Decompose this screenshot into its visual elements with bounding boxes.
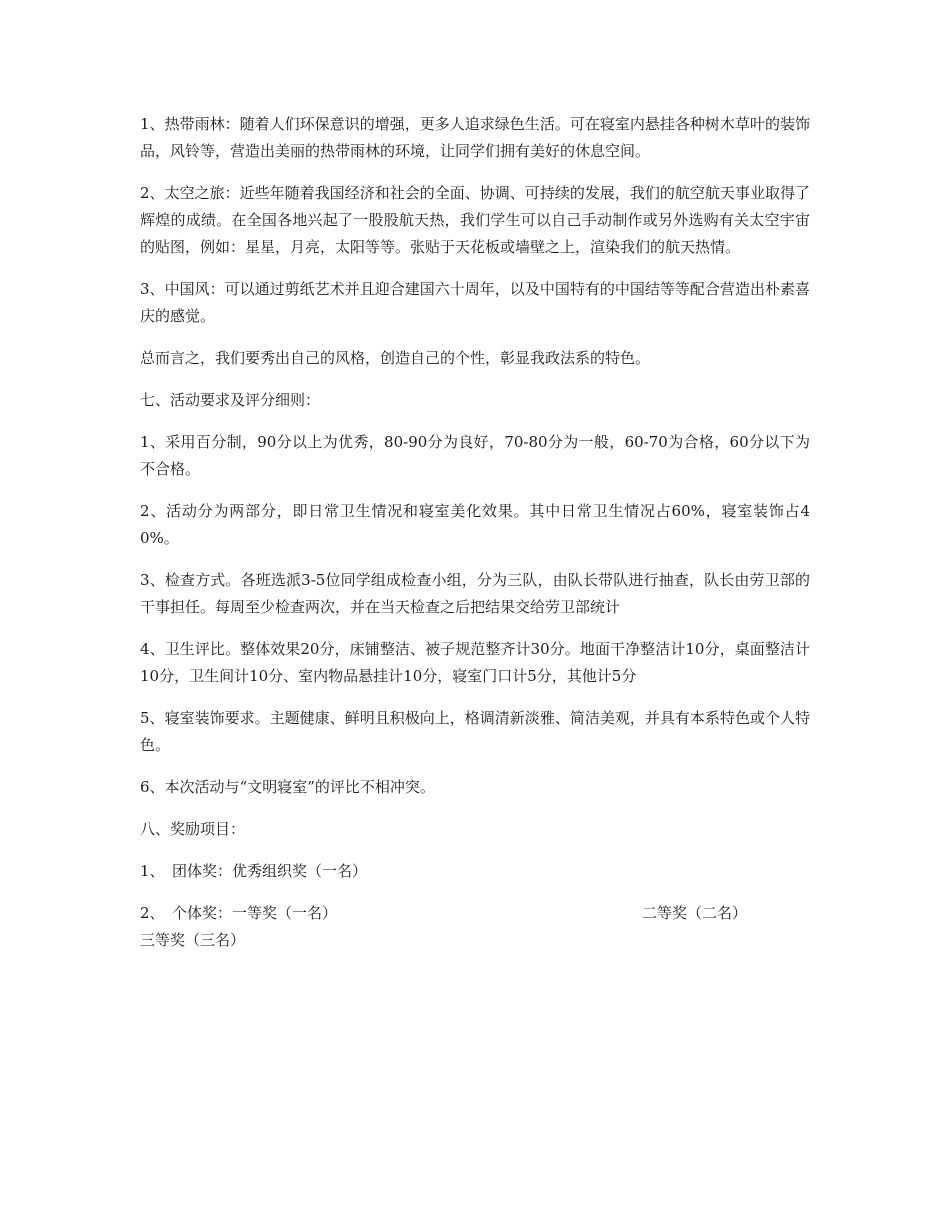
paragraph-inspection-method: 3、检查方式。各班选派3-5位同学组成检查小组，分为三队，由队长带队进行抽查，队长由劳卫部的干事担任。每周至少检查两次，并在当天检查之后把结果交给劳卫部统计	[140, 571, 810, 616]
section-heading-requirements: 七、活动要求及评分细则：	[140, 391, 321, 409]
paragraph-rainforest: 1、热带雨林：随着人们环保意识的增强，更多人追求绿色生活。可在寝室内悬挂各种树木草叶的装饰品，风铃等，营造出美丽的热带雨林的环境，让同学们拥有美好的休息空间。	[140, 115, 810, 160]
individual-award-second-prize: 二等奖（二名）	[642, 904, 748, 922]
paragraph-chinese-style: 3、中国风：可以通过剪纸艺术并且迎合建国六十周年，以及中国特有的中国结等等配合营造出朴素喜庆的感觉。	[140, 280, 810, 325]
paragraph-hygiene-scoring: 4、卫生评比。整体效果20分，床铺整洁、被子规范整齐计30分。地面干净整洁计10分，桌面整洁计10分，卫生间计10分、室内物品悬挂计10分，寝室门口计5分，其他计5分	[140, 640, 810, 685]
section-heading-awards: 八、奖励项目：	[140, 820, 246, 838]
individual-award-first-prize: 2、 个体奖：一等奖（一名）	[140, 904, 338, 922]
paragraph-activity-parts: 2、活动分为两部分，即日常卫生情况和寝室美化效果。其中日常卫生情况占60%，寝室装饰占40%。	[140, 502, 810, 547]
paragraph-no-conflict: 6、本次活动与“文明寝室”的评比不相冲突。	[140, 778, 435, 796]
paragraph-summary: 总而言之，我们要秀出自己的风格，创造自己的个性，彰显我政法系的特色。	[140, 349, 651, 367]
paragraph-team-award: 1、 团体奖：优秀组织奖（一名）	[140, 862, 368, 880]
paragraph-decoration-requirements: 5、寝室装饰要求。主题健康、鲜明且积极向上，格调清新淡雅、简洁美观，并具有本系特色或个人特色。	[140, 709, 810, 754]
paragraph-space-travel: 2、太空之旅：近些年随着我国经济和社会的全面、协调、可持续的发展，我们的航空航天事业取得了辉煌的成绩。在全国各地兴起了一股股航天热，我们学生可以自己手动制作或另外选购有关太空宇宙的贴图，例如：星星，月亮，太阳等等。张贴于天花板或墙壁之上，渲染我们的航天热情。	[140, 184, 810, 256]
individual-award-line	[140, 900, 810, 927]
document-body	[140, 111, 810, 969]
paragraph-scoring-system: 1、采用百分制，90分以上为优秀，80-90分为良好，70-80分为一般，60-70为合格，60分以下为不合格。	[140, 433, 810, 478]
individual-award-third-prize: 三等奖（三名）	[140, 931, 246, 949]
